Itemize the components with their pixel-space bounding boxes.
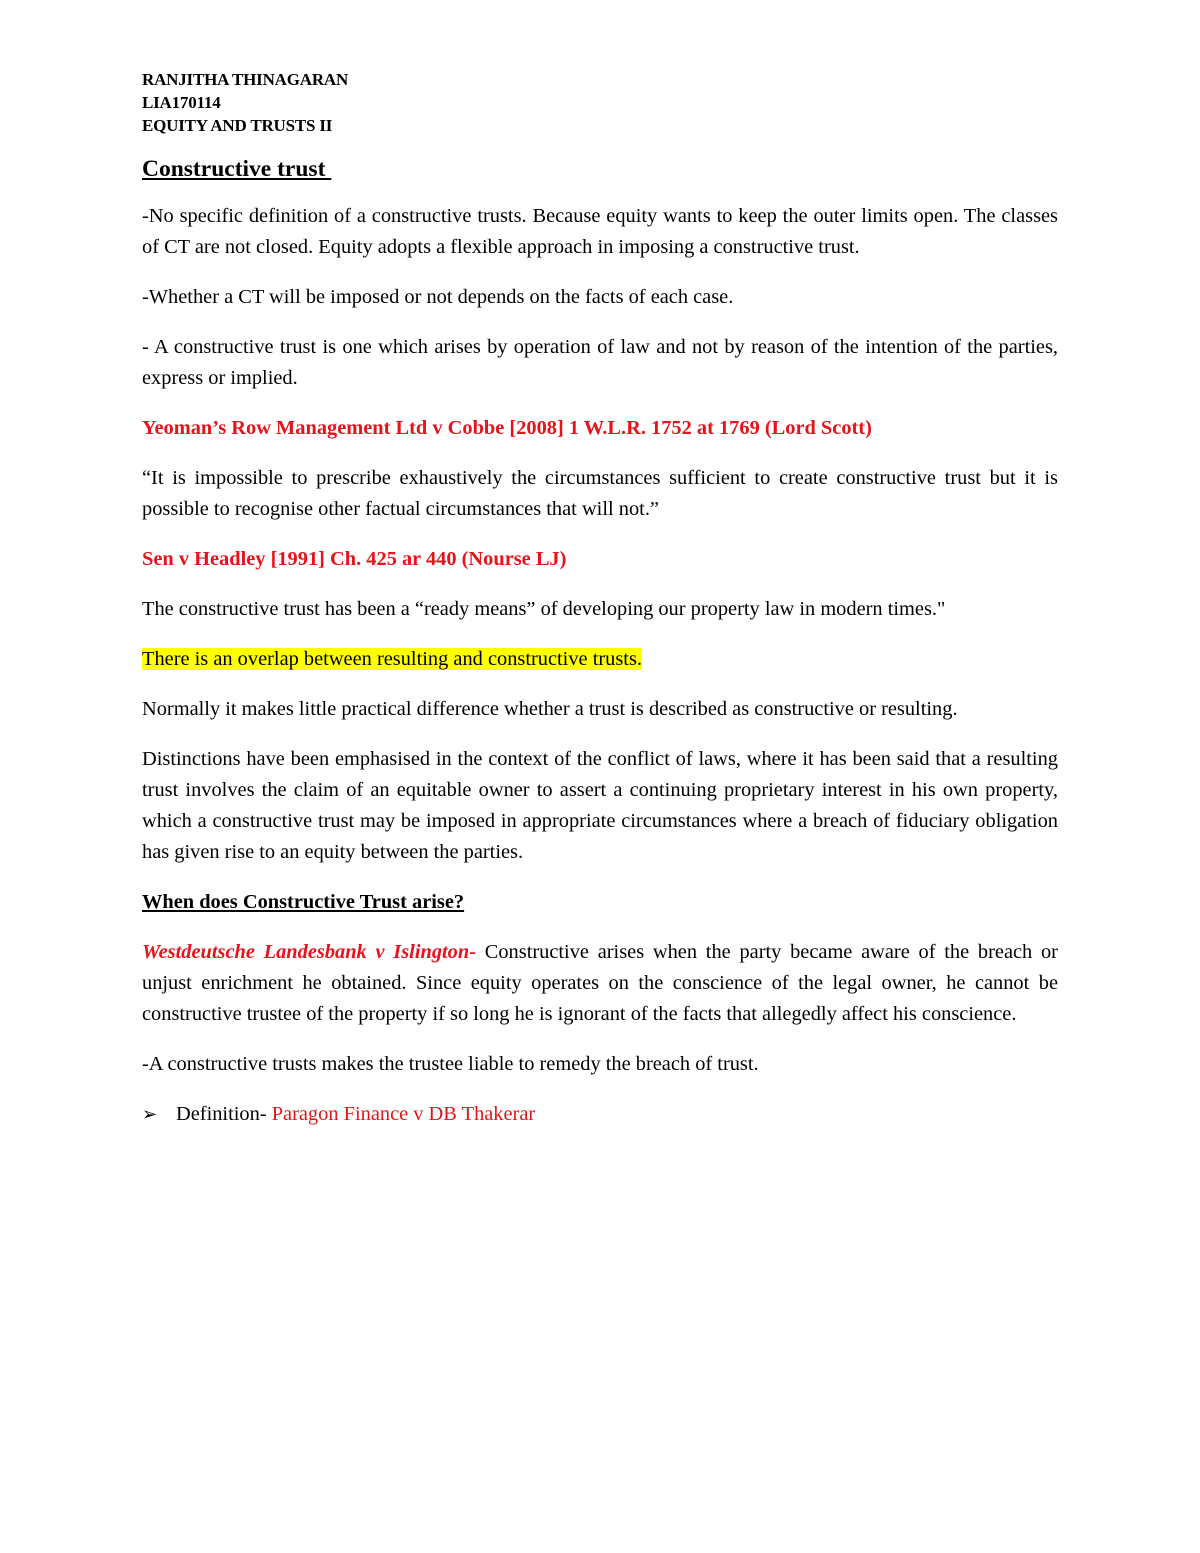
section-heading: When does Constructive Trust arise? <box>142 891 465 913</box>
bullet-item-definition <box>142 1099 1058 1130</box>
course-title: EQUITY AND TRUSTS II <box>142 116 333 135</box>
case-citation-sen: Sen v Headley [1991] Ch. 425 ar 440 (Nourse LJ) <box>142 548 567 570</box>
paragraph-westdeutsche <box>142 937 1058 1030</box>
case-citation-yeoman: Yeoman’s Row Management Ltd v Cobbe [2008] 1 W.L.R. 1752 at 1769 (Lord Scott) <box>142 417 872 439</box>
quote-yeoman: “It is impossible to prescribe exhaustively the circumstances sufficient to create constructive trust but it is possible to recognise other factual circumstances that will not.” <box>142 467 1058 520</box>
paragraph-operation-of-law: - A constructive trust is one which arises by operation of law and not by reason of the intention of the parties, express or implied. <box>142 336 1058 389</box>
paragraph-distinctions: Distinctions have been emphasised in the context of the conflict of laws, where it has been said that a resulting trust involves the claim of an equitable owner to assert a continuing proprietary interest in his own property, which a constructive trust may be imposed in appropriate circumstances where a breach of fiduciary obligation has given rise to an equity between the parties. <box>142 748 1058 863</box>
paragraph-facts: -Whether a CT will be imposed or not depends on the facts of each case. <box>142 286 734 308</box>
bullet-case-paragon: Paragon Finance v DB Thakerar <box>271 1103 536 1125</box>
highlighted-text: There is an overlap between resulting and constructive trusts. <box>142 648 642 670</box>
quote-sen: The constructive trust has been a “ready means” of developing our property law in modern times." <box>142 598 946 620</box>
paragraph-remedy: -A constructive trusts makes the trustee liable to remedy the breach of trust. <box>142 1053 759 1075</box>
arrow-bullet-icon: ➢ <box>142 1104 158 1124</box>
author-name: RANJITHA THINAGARAN <box>142 70 349 89</box>
paragraph-definition: -No specific definition of a constructive trusts. Because equity wants to keep the outer limits open. The classes of CT are not closed. Equity adopts a flexible approach in imposing a constructive trust. <box>142 205 1058 258</box>
bullet-label: Definition- <box>176 1103 272 1125</box>
case-citation-westdeutsche: Westdeutsche Landesbank v Islington- <box>142 941 477 963</box>
highlight-paragraph <box>142 644 1058 675</box>
student-id: LIA170114 <box>142 93 221 112</box>
westdeutsche-text: Constructive arises when the party became aware of the breach or unjust enrichment he obtained. Since equity operates on the conscience of the legal owner, he cannot be constructive trustee of the property if so long he is ignorant of the facts that allegedly affect his conscience. <box>142 941 1058 1025</box>
paragraph-practical-difference: Normally it makes little practical difference whether a trust is described as constructive or resulting. <box>142 698 958 720</box>
page-title: Constructive trust <box>142 156 332 182</box>
